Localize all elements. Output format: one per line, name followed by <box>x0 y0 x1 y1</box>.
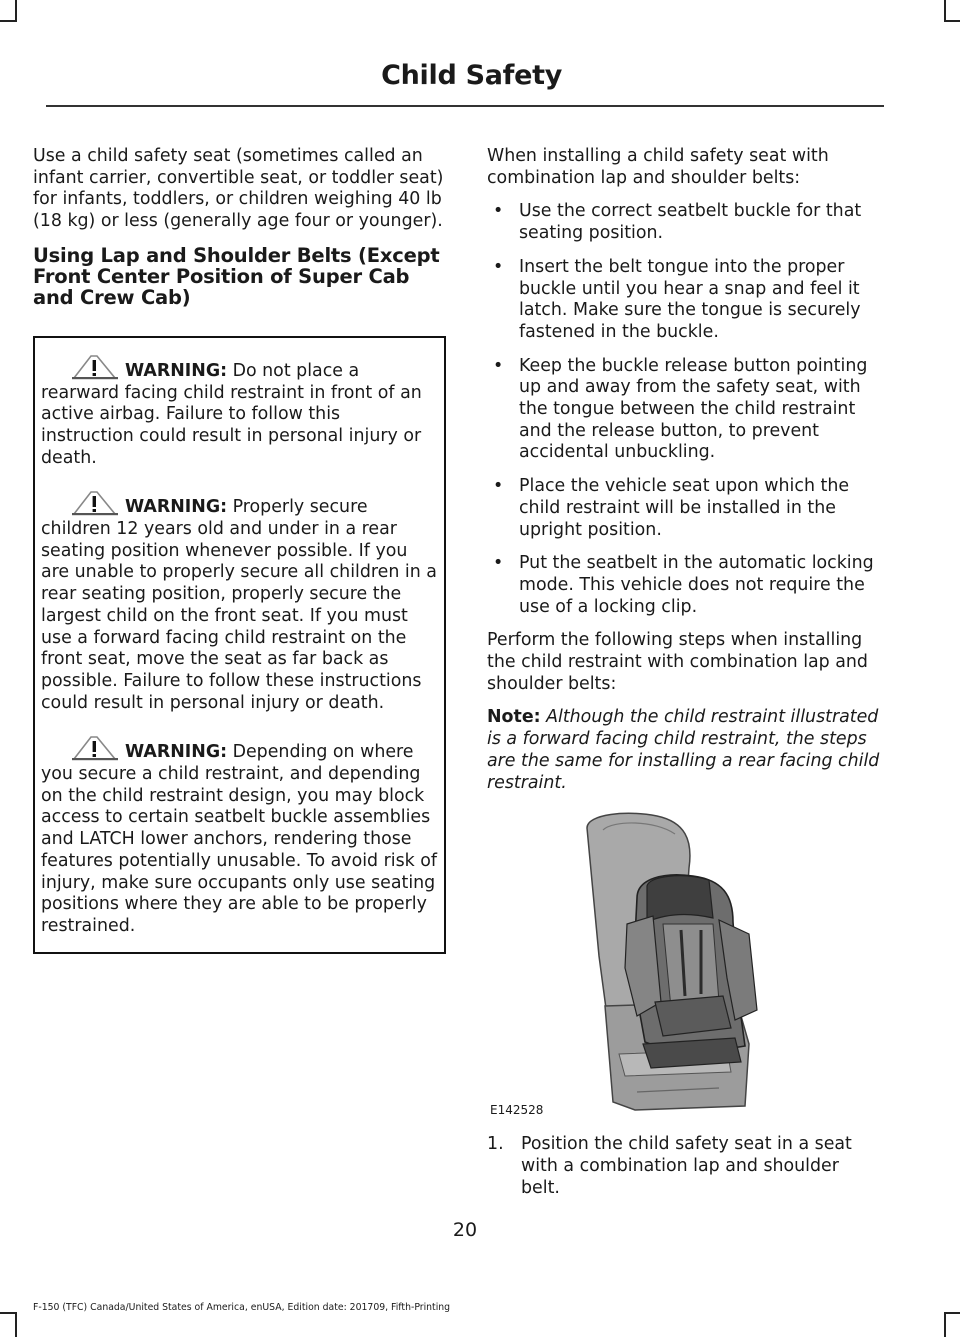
crop-mark <box>944 20 960 22</box>
warning-triangle-icon <box>71 735 119 761</box>
crop-mark <box>0 20 17 22</box>
left-column <box>33 146 448 954</box>
list-item: • Use the correct seatbelt buckle for that seating position. <box>487 201 883 244</box>
list-item: • Insert the belt tongue into the proper buckle until you hear a snap and feel it latch. Make sure the tongue is securely fastened in the buckle. <box>487 257 883 344</box>
figure-id: E142528 <box>490 1102 544 1117</box>
warning-item <box>41 735 438 937</box>
step-item <box>487 1134 883 1199</box>
warning-triangle-icon <box>71 490 119 516</box>
steps-list <box>487 1134 883 1199</box>
page-number: 20 <box>452 1219 478 1241</box>
bullet-list <box>487 201 883 618</box>
crop-mark <box>944 0 946 22</box>
intro-paragraph: Use a child safety seat (sometimes called an infant carrier, convertible seat, or toddler seat) for infants, toddlers, or children weighing 40 lb (18 kg) or less (generally age four or younger). <box>33 146 444 232</box>
page-title: Child Safety <box>381 60 562 91</box>
step-number: 1. <box>487 1134 504 1155</box>
header-divider <box>46 105 884 107</box>
list-item: • Keep the buckle release button pointing up and away from the safety seat, with the tongue between the child restraint and the release button, to prevent accidental unbuckling. <box>487 356 883 465</box>
note <box>487 707 883 794</box>
warning-label: WARNING: <box>125 360 228 381</box>
crop-mark <box>944 1312 946 1337</box>
list-item: • Place the vehicle seat upon which the child restraint will be installed in the upright position. <box>487 476 883 541</box>
section-heading: Using Lap and Shoulder Belts (Except Front Center Position of Super Cab and Crew Cab) <box>33 243 440 309</box>
step-text: Position the child safety seat in a seat with a combination lap and shoulder belt. <box>521 1134 852 1198</box>
warning-item <box>41 490 438 714</box>
crop-mark <box>15 0 17 22</box>
warning-triangle-icon <box>71 354 119 380</box>
list-item: • Put the seatbelt in the automatic locking mode. This vehicle does not require the use of a locking clip. <box>487 553 883 618</box>
perform-paragraph: Perform the following steps when installing the child restraint with combination lap and shoulder belts: <box>487 630 868 694</box>
warning-text: Do not place a rearward facing child restraint in front of an active airbag. Failure to follow this instruction could result in personal injury or death. <box>41 360 422 468</box>
warning-text: Properly secure children 12 years old and under in a rear seating position whenever possible. If you are unable to properly secure all children in a rear seating position, properly secure the largest child on the front seat. If you must use a forward facing child restraint on the front seat, move the seat as far back as possible. Failure to follow these instructions could result in personal injury or death. <box>41 497 437 713</box>
warning-text: Depending on where you secure a child restraint, and depending on the child restraint design, you may block access to certain seatbelt buckle assemblies and LATCH lower anchors, rendering those features potentially unusable. To avoid risk of injury, make sure occupants only use seating positions where they are able to be properly restrained. <box>41 742 438 936</box>
note-label: Note: <box>487 707 541 728</box>
warning-label: WARNING: <box>125 497 228 518</box>
child-seat-figure <box>487 806 883 1126</box>
crop-mark <box>15 1312 17 1337</box>
footer-text: F-150 (TFC) Canada/United States of America, enUSA, Edition date: 201709, Fifth-Printing <box>33 1302 451 1313</box>
warning-item <box>41 354 438 470</box>
warning-box <box>33 336 446 954</box>
crop-mark <box>944 1312 960 1314</box>
child-seat-illustration <box>487 806 883 1126</box>
note-text: Although the child restraint illustrated is a forward facing child restraint, the steps are the same for installing a rear facing child restraint. <box>487 707 880 793</box>
warning-label: WARNING: <box>125 742 228 763</box>
crop-mark <box>0 1312 17 1314</box>
installing-intro: When installing a child safety seat with combination lap and shoulder belts: <box>487 146 829 188</box>
right-column <box>487 146 883 1199</box>
